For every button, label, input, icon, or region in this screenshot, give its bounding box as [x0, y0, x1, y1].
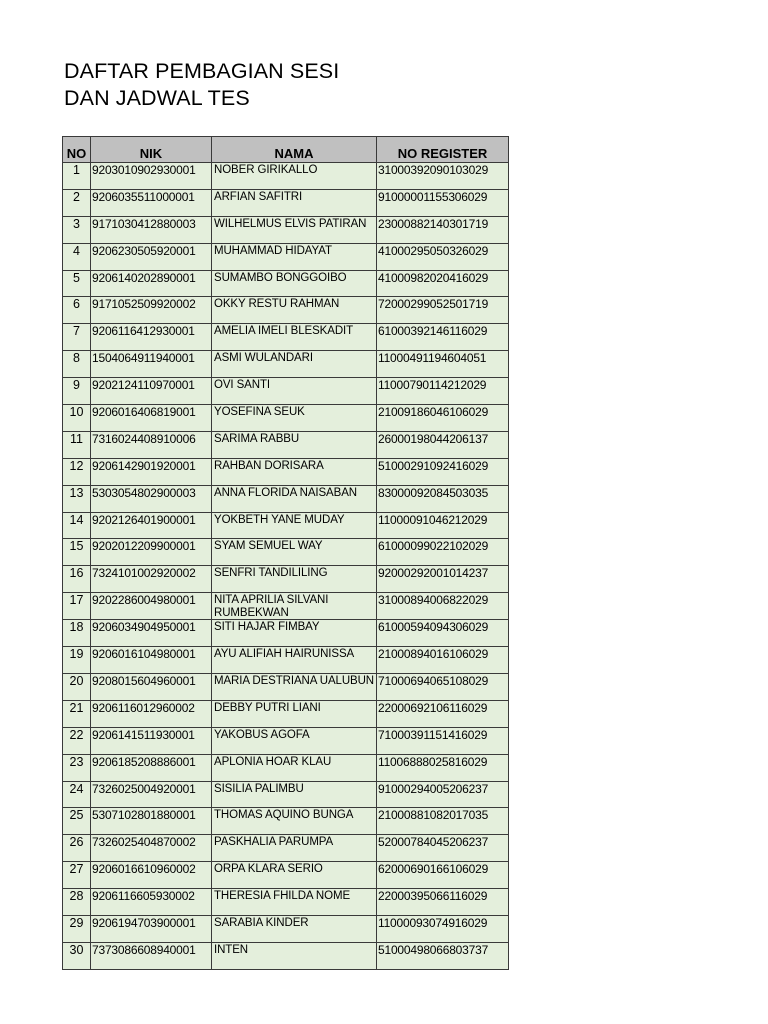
- cell-nama-text: INTEN: [214, 943, 249, 956]
- cell-no-register: 11000093074916029: [377, 916, 509, 943]
- cell-no-register: 41000982020416029: [377, 270, 509, 297]
- cell-nik: 9202124110970001: [91, 378, 212, 405]
- cell-no: 2: [63, 189, 91, 216]
- cell-nik: 9206034904950001: [91, 620, 212, 647]
- cell-nik: 9206116012960002: [91, 700, 212, 727]
- table-row: [63, 378, 509, 405]
- cell-no-register: 21000881082017035: [377, 808, 509, 835]
- cell-no-register: 11006888025816029: [377, 754, 509, 781]
- table-row: [63, 512, 509, 539]
- cell-no-register: 91000294005206237: [377, 781, 509, 808]
- cell-nama-text: OKKY RESTU RAHMAN: [214, 298, 340, 311]
- cell-nama-text: SUMAMBO BONGGOIBO: [214, 271, 347, 284]
- cell-nik: 1504064911940001: [91, 351, 212, 378]
- cell-nik: 7326025004920001: [91, 781, 212, 808]
- cell-nama-text: SENFRI TANDILILING: [214, 567, 328, 580]
- cell-no: 23: [63, 754, 91, 781]
- cell-no: 4: [63, 243, 91, 270]
- cell-nama: [212, 485, 377, 512]
- cell-no-register: 11000790114212029: [377, 378, 509, 405]
- cell-nama: [212, 324, 377, 351]
- cell-nama-text: THOMAS AQUINO BUNGA: [214, 809, 354, 822]
- cell-nik: 9206194703900001: [91, 916, 212, 943]
- cell-no: 6: [63, 297, 91, 324]
- header-no: NO: [63, 137, 91, 163]
- cell-no-register: 23000882140301719: [377, 216, 509, 243]
- cell-no-register: 71000391151416029: [377, 727, 509, 754]
- cell-nama: [212, 270, 377, 297]
- cell-no: 22: [63, 727, 91, 754]
- cell-no: 17: [63, 593, 91, 620]
- cell-no: 3: [63, 216, 91, 243]
- cell-no-register: 61000392146116029: [377, 324, 509, 351]
- table-row: [63, 243, 509, 270]
- cell-no: 24: [63, 781, 91, 808]
- cell-nik: 9171052509920002: [91, 297, 212, 324]
- cell-nama-text: NITA APRILIA SILVANI RUMBEKWAN: [214, 594, 329, 619]
- cell-nama-text: ANNA FLORIDA NAISABAN: [214, 486, 357, 499]
- cell-no: 12: [63, 458, 91, 485]
- cell-nama: [212, 942, 377, 969]
- cell-nama-text: RAHBAN DORISARA: [214, 459, 324, 472]
- cell-nama: [212, 566, 377, 593]
- cell-nama: [212, 431, 377, 458]
- cell-nama: [212, 593, 377, 620]
- cell-no-register: 62000690166106029: [377, 862, 509, 889]
- cell-no-register: 41000295050326029: [377, 243, 509, 270]
- cell-nik: 9202012209900001: [91, 539, 212, 566]
- cell-no: 10: [63, 405, 91, 432]
- cell-nama: [212, 808, 377, 835]
- cell-nik: 9203010902930001: [91, 163, 212, 190]
- table-row: [63, 593, 509, 620]
- cell-nama: [212, 674, 377, 701]
- table-row: [63, 916, 509, 943]
- table-row: [63, 942, 509, 969]
- cell-nama-text: OVI SANTI: [214, 379, 270, 392]
- table-row: [63, 754, 509, 781]
- cell-no-register: 51000291092416029: [377, 458, 509, 485]
- table-body: [63, 163, 509, 970]
- table-row: [63, 539, 509, 566]
- cell-no: 25: [63, 808, 91, 835]
- cell-no-register: 52000784045206237: [377, 835, 509, 862]
- table-row: [63, 458, 509, 485]
- cell-nama: [212, 727, 377, 754]
- cell-nik: 7326025404870002: [91, 835, 212, 862]
- table-row: [63, 620, 509, 647]
- cell-nama-text: MUHAMMAD HIDAYAT: [214, 244, 332, 257]
- table-row: [63, 566, 509, 593]
- table-row: [63, 324, 509, 351]
- cell-no: 7: [63, 324, 91, 351]
- table-row: [63, 405, 509, 432]
- cell-nik: 9206142901920001: [91, 458, 212, 485]
- cell-nik: 7373086608940001: [91, 942, 212, 969]
- cell-no: 30: [63, 942, 91, 969]
- cell-nama-text: MARIA DESTRIANA UALUBUN: [214, 675, 375, 688]
- document-title: [64, 58, 339, 112]
- cell-no-register: 26000198044206137: [377, 431, 509, 458]
- title-line-2: DAN JADWAL TES: [64, 86, 250, 110]
- cell-nik: 9208015604960001: [91, 674, 212, 701]
- cell-nama: [212, 889, 377, 916]
- cell-no: 14: [63, 512, 91, 539]
- cell-no-register: 51000498066803737: [377, 942, 509, 969]
- cell-no-register: 71000694065108029: [377, 674, 509, 701]
- cell-no-register: 11000091046212029: [377, 512, 509, 539]
- cell-nama: [212, 243, 377, 270]
- cell-no-register: 61000099022102029: [377, 539, 509, 566]
- cell-no: 18: [63, 620, 91, 647]
- cell-no: 8: [63, 351, 91, 378]
- cell-nama-text: APLONIA HOAR KLAU: [214, 755, 332, 768]
- cell-nama-text: YAKOBUS AGOFA: [214, 728, 310, 741]
- cell-nik: 9206016104980001: [91, 647, 212, 674]
- table-row: [63, 808, 509, 835]
- cell-no: 26: [63, 835, 91, 862]
- cell-nama: [212, 539, 377, 566]
- table-row: [63, 674, 509, 701]
- table-row: [63, 700, 509, 727]
- cell-nama: [212, 189, 377, 216]
- cell-nama: [212, 351, 377, 378]
- cell-nama: [212, 405, 377, 432]
- cell-no: 20: [63, 674, 91, 701]
- cell-no: 28: [63, 889, 91, 916]
- table-row: [63, 351, 509, 378]
- cell-no-register: 22000395066116029: [377, 889, 509, 916]
- cell-nama-text: PASKHALIA PARUMPA: [214, 836, 334, 849]
- table-row: [63, 727, 509, 754]
- cell-no: 21: [63, 700, 91, 727]
- cell-nama-text: ORPA KLARA SERIO: [214, 863, 323, 876]
- table-row: [63, 270, 509, 297]
- cell-nama-text: ARFIAN SAFITRI: [214, 190, 303, 203]
- cell-no: 16: [63, 566, 91, 593]
- table-row: [63, 781, 509, 808]
- cell-no: 15: [63, 539, 91, 566]
- cell-no-register: 92000292001014237: [377, 566, 509, 593]
- cell-nama: [212, 700, 377, 727]
- cell-no-register: 31000894006822029: [377, 593, 509, 620]
- cell-no: 9: [63, 378, 91, 405]
- cell-no-register: 72000299052501719: [377, 297, 509, 324]
- cell-nik: 9206035511000001: [91, 189, 212, 216]
- cell-nik: 5303054802900003: [91, 485, 212, 512]
- cell-nama-text: AYU ALIFIAH HAIRUNISSA: [214, 648, 355, 661]
- table-row: [63, 647, 509, 674]
- cell-nama: [212, 378, 377, 405]
- cell-no: 19: [63, 647, 91, 674]
- cell-nama-text: SARABIA KINDER: [214, 917, 309, 930]
- table-row: [63, 889, 509, 916]
- header-no-register: NO REGISTER: [377, 137, 509, 163]
- cell-nama-text: WILHELMUS ELVIS PATIRAN: [214, 217, 367, 230]
- cell-no: 13: [63, 485, 91, 512]
- cell-nama-text: SARIMA RABBU: [214, 432, 300, 445]
- cell-nik: 9206141511930001: [91, 727, 212, 754]
- cell-no-register: 21000894016106029: [377, 647, 509, 674]
- cell-no: 1: [63, 163, 91, 190]
- cell-nik: 9206185208886001: [91, 754, 212, 781]
- cell-no-register: 83000092084503035: [377, 485, 509, 512]
- cell-no-register: 22000692106116029: [377, 700, 509, 727]
- cell-nama: [212, 512, 377, 539]
- cell-nik: 9206016406819001: [91, 405, 212, 432]
- cell-nama: [212, 916, 377, 943]
- cell-nama-text: THERESIA FHILDA NOME: [214, 890, 351, 903]
- cell-nama-text: SYAM SEMUEL WAY: [214, 540, 323, 553]
- cell-no: 27: [63, 862, 91, 889]
- table-row: [63, 862, 509, 889]
- cell-nik: 9202286004980001: [91, 593, 212, 620]
- cell-nama: [212, 754, 377, 781]
- cell-no-register: 61000594094306029: [377, 620, 509, 647]
- cell-nama-text: SISILIA PALIMBU: [214, 782, 304, 795]
- cell-nama: [212, 458, 377, 485]
- table-row: [63, 189, 509, 216]
- participant-table: [62, 136, 509, 970]
- title-line-1: DAFTAR PEMBAGIAN SESI: [64, 59, 340, 83]
- cell-nik: 5307102801880001: [91, 808, 212, 835]
- cell-no-register: 31000392090103029: [377, 163, 509, 190]
- cell-nama: [212, 862, 377, 889]
- cell-nik: 9206230505920001: [91, 243, 212, 270]
- cell-no-register: 21009186046106029: [377, 405, 509, 432]
- cell-nama-text: NOBER GIRIKALLO: [214, 164, 318, 176]
- cell-nik: 9206140202890001: [91, 270, 212, 297]
- cell-nama-text: AMELIA IMELI BLESKADIT: [214, 325, 354, 338]
- header-nama: NAMA: [212, 137, 377, 163]
- table-row: [63, 431, 509, 458]
- cell-nik: 7324101002920002: [91, 566, 212, 593]
- cell-nik: 9171030412880003: [91, 216, 212, 243]
- cell-nama: [212, 647, 377, 674]
- cell-nama-text: YOKBETH YANE MUDAY: [214, 513, 345, 526]
- cell-nama: [212, 781, 377, 808]
- cell-nama-text: DEBBY PUTRI LIANI: [214, 701, 321, 714]
- cell-nama: [212, 835, 377, 862]
- cell-nik: 7316024408910006: [91, 431, 212, 458]
- table-row: [63, 216, 509, 243]
- cell-no: 11: [63, 431, 91, 458]
- table-header-row: [63, 137, 509, 163]
- cell-nama-text: SITI HAJAR FIMBAY: [214, 621, 320, 634]
- header-nik: NIK: [91, 137, 212, 163]
- cell-nama: [212, 163, 377, 190]
- table-row: [63, 485, 509, 512]
- cell-nik: 9206116412930001: [91, 324, 212, 351]
- cell-nama: [212, 216, 377, 243]
- cell-no: 5: [63, 270, 91, 297]
- table-row: [63, 297, 509, 324]
- cell-no: 29: [63, 916, 91, 943]
- cell-nama: [212, 297, 377, 324]
- cell-nama-text: ASMI WULANDARI: [214, 352, 313, 365]
- cell-nama: [212, 620, 377, 647]
- cell-nik: 9202126401900001: [91, 512, 212, 539]
- cell-nik: 9206116605930002: [91, 889, 212, 916]
- cell-no-register: 91000001155306029: [377, 189, 509, 216]
- table-row: [63, 835, 509, 862]
- cell-nik: 9206016610960002: [91, 862, 212, 889]
- cell-nama-text: YOSEFINA SEUK: [214, 406, 305, 419]
- cell-no-register: 11000491194604051: [377, 351, 509, 378]
- table-row: [63, 163, 509, 190]
